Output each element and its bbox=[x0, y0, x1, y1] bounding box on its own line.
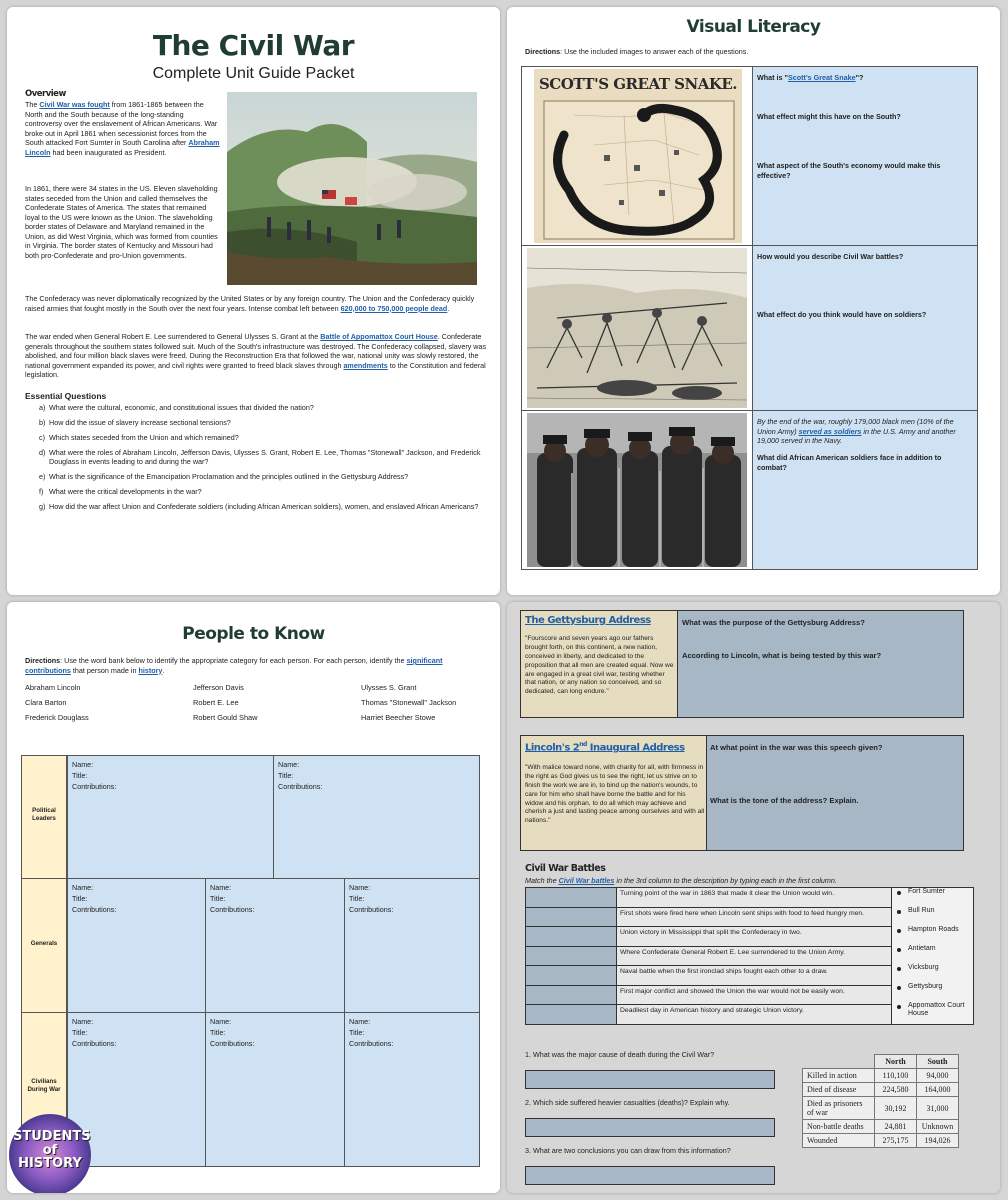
title-label: Title: bbox=[210, 894, 226, 904]
contributions-label: Contributions: bbox=[278, 782, 323, 792]
person-answer-cell[interactable] bbox=[205, 878, 345, 1013]
casualty-answer-2[interactable] bbox=[525, 1118, 775, 1137]
lincoln-link[interactable]: Abraham Lincoln bbox=[25, 138, 220, 157]
name-label: Name: bbox=[349, 1017, 371, 1026]
casualties-table bbox=[802, 1054, 959, 1148]
gettysburg-question-1: What was the purpose of the Gettysburg Address? bbox=[682, 618, 865, 627]
table-cell: 110,100 bbox=[875, 1069, 917, 1083]
table-header-row bbox=[803, 1055, 959, 1069]
table-row bbox=[803, 1069, 959, 1083]
page-title: Visual Literacy bbox=[686, 17, 821, 37]
battle-option: Vicksburg bbox=[908, 964, 939, 971]
casualty-answer-1[interactable] bbox=[525, 1070, 775, 1089]
students-of-history-logo bbox=[7, 1112, 93, 1193]
page-visual-literacy bbox=[507, 7, 1000, 595]
contributions-label: Contributions: bbox=[349, 905, 394, 915]
overview-para-1: The Civil War was fought from 1861-1865 between the North and the South because of the long-standing controversy over the enslavement of African Americans. War broke out in April 1861 when secessionist forces from the South attacked Fort Sumter in South Carolina after Abraham Lincoln had been inaugurated as President. bbox=[25, 100, 220, 157]
table-cell: 94,000 bbox=[917, 1069, 959, 1083]
essential-question bbox=[25, 418, 487, 428]
battle-answer-input[interactable] bbox=[525, 907, 617, 928]
battle-description: First shots were fired here when Lincoln sent ships with food to feed hungry men. bbox=[616, 907, 892, 928]
battle-answer-input[interactable] bbox=[525, 926, 617, 947]
question-letter: d) bbox=[39, 447, 46, 457]
question-letter: e) bbox=[39, 472, 46, 482]
table-row bbox=[803, 1134, 959, 1148]
table-row bbox=[803, 1083, 959, 1097]
lincoln-question-1: At what point in the war was this speech given? bbox=[710, 743, 883, 752]
table-cell: 164,000 bbox=[917, 1083, 959, 1097]
battle-option: Gettysburg bbox=[908, 983, 943, 990]
name-label: Name: bbox=[278, 760, 300, 769]
word-bank-item: Ulysses S. Grant bbox=[361, 683, 417, 692]
table-cell: Died as prisoners of war bbox=[803, 1097, 875, 1120]
person-answer-cell[interactable] bbox=[67, 755, 274, 879]
snake-map-caption: SCOTT'S GREAT SNAKE. bbox=[538, 75, 738, 93]
table-header-cell: North bbox=[875, 1055, 917, 1069]
name-label: Name: bbox=[210, 883, 232, 892]
casualty-question-3: 3. What are two conclusions you can draw from this information? bbox=[525, 1146, 731, 1155]
page-subtitle: Complete Unit Guide Packet bbox=[152, 65, 355, 82]
battle-description: Union victory in Mississippi that split the Confederacy in two. bbox=[616, 926, 892, 947]
word-bank-item: Jefferson Davis bbox=[193, 683, 244, 692]
essential-question bbox=[25, 472, 487, 482]
table-row bbox=[803, 1097, 959, 1120]
battle-answer-input[interactable] bbox=[525, 1004, 617, 1025]
battles-heading: Civil War Battles bbox=[525, 863, 606, 874]
civil-war-battles-link[interactable]: Civil War battles bbox=[558, 876, 615, 885]
snake-question-2: What effect might this have on the South? bbox=[757, 112, 901, 121]
question-cell-1 bbox=[752, 66, 978, 246]
battle-bullet bbox=[897, 967, 901, 971]
battle-description: First major conflict and showed the Union the war would not be easily won. bbox=[616, 985, 892, 1006]
table-cell: Killed in action bbox=[803, 1069, 875, 1083]
battle-answer-input[interactable] bbox=[525, 965, 617, 986]
table-cell: Died of disease bbox=[803, 1083, 875, 1097]
overview-para-4: The war ended when General Robert E. Lee surrendered to General Ulysses S. Grant at the Battle of Appomattox Court House. Confederate generals throughout the southern states followed suit. Much of the South's infrastructure was destroyed. The Confederacy collapsed, slavery was abolished, and four million black slaves were freed. During the Reconstruction Era that followed the war, national unity was slowly restored, the national government expanded its power, and civil rights were granted to freed black slaves through amendments to the Constitution and federal legislation. bbox=[25, 332, 487, 379]
question-cell-2 bbox=[752, 245, 978, 411]
question-letter: f) bbox=[39, 486, 44, 496]
question-text: What were the cultural, economic, and constitutional issues that divided the nation? bbox=[49, 403, 314, 412]
battle-bullet bbox=[897, 986, 901, 990]
battle-question-2: What effect do you think would have on soldiers? bbox=[757, 310, 927, 319]
question-text: Which states seceded from the Union and which remained? bbox=[49, 432, 239, 442]
table-cell: 30,192 bbox=[875, 1097, 917, 1120]
directions: Directions: Use the included images to answer each of the questions. bbox=[525, 47, 749, 56]
scotts-great-snake-image bbox=[534, 69, 742, 243]
table-cell: 24,881 bbox=[875, 1120, 917, 1134]
battle-answer-input[interactable] bbox=[525, 887, 617, 908]
table-cell: Non-battle deaths bbox=[803, 1120, 875, 1134]
contributions-label: Contributions: bbox=[210, 905, 255, 915]
table-cell: 31,000 bbox=[917, 1097, 959, 1120]
lincoln-question-2: What is the tone of the address? Explain. bbox=[710, 796, 859, 805]
gettysburg-question-2: According to Lincoln, what is being tested by this war? bbox=[682, 651, 882, 660]
title-label: Title: bbox=[72, 771, 88, 781]
table-cell: Wounded bbox=[803, 1134, 875, 1148]
question-text: How did the war affect Union and Confederate soldiers (including African American soldiers), women, and enslaved African Americans? bbox=[49, 501, 479, 511]
battle-sketch-image bbox=[527, 248, 747, 408]
essential-questions-heading: Essential Questions bbox=[25, 391, 107, 401]
black-soldiers-photo bbox=[527, 413, 747, 567]
word-bank bbox=[25, 683, 495, 733]
amendments-link[interactable]: amendments bbox=[343, 360, 388, 370]
battle-description: Deadliest day in American history and strategic Union victory. bbox=[616, 1004, 892, 1025]
political-leaders-label: Political Leaders bbox=[32, 807, 56, 823]
essential-question bbox=[25, 448, 487, 467]
table-cell: 224,580 bbox=[875, 1083, 917, 1097]
word-bank-item: Clara Barton bbox=[25, 698, 67, 707]
person-answer-cell[interactable] bbox=[344, 878, 480, 1013]
battle-painting-image bbox=[227, 92, 477, 285]
word-bank-item: Harriet Beecher Stowe bbox=[361, 713, 436, 722]
table-cell: 194,026 bbox=[917, 1134, 959, 1148]
battle-option: Bull Run bbox=[908, 907, 935, 914]
essential-question bbox=[25, 433, 487, 443]
deaths-link[interactable]: 620,000 to 750,000 people dead bbox=[340, 303, 448, 313]
page-unit-guide bbox=[7, 7, 500, 595]
battles-directions: Match the Civil War battles in the 3rd column to the description by typing each in the first column. bbox=[525, 876, 837, 885]
title-label: Title: bbox=[349, 1028, 365, 1038]
name-label: Name: bbox=[72, 1017, 94, 1026]
soldiers-intro: By the end of the war, roughly 179,000 black men (10% of the Union Army) served as soldiers in the U.S. Army and another 19,000 served in the Navy. bbox=[757, 417, 956, 445]
word-bank-item: Abraham Lincoln bbox=[25, 683, 81, 692]
generals-label: Generals bbox=[30, 940, 58, 947]
word-bank-item: Frederick Douglass bbox=[25, 713, 89, 722]
logo-text: STUDENTS of HISTORY bbox=[13, 1129, 91, 1172]
contributions-label: Contributions: bbox=[72, 905, 117, 915]
word-bank-item: Robert Gould Shaw bbox=[193, 713, 258, 722]
page-title: The Civil War bbox=[152, 29, 355, 62]
battle-bullet bbox=[897, 948, 901, 952]
battle-answer-input[interactable] bbox=[525, 985, 617, 1006]
table-row bbox=[803, 1120, 959, 1134]
contributions-label: Contributions: bbox=[72, 782, 117, 792]
page-documents-and-battles bbox=[507, 602, 1000, 1193]
question-letter: a) bbox=[39, 403, 46, 412]
battle-question-1: How would you describe Civil War battles? bbox=[757, 252, 904, 261]
word-bank-item: Thomas "Stonewall" Jackson bbox=[361, 698, 457, 707]
table-cell: 275,175 bbox=[875, 1134, 917, 1148]
casualty-question-2: 2. Which side suffered heavier casualties (deaths)? Explain why. bbox=[525, 1098, 730, 1107]
battle-bullet bbox=[897, 891, 901, 895]
casualty-answer-3[interactable] bbox=[525, 1166, 775, 1185]
battle-description: Turning point of the war in 1863 that made it clear the Union would win. bbox=[616, 887, 892, 908]
overview-heading: Overview bbox=[25, 89, 66, 99]
page-title: People to Know bbox=[182, 624, 325, 644]
battle-description: Naval battle when the first ironclad ships fought each other to a draw. bbox=[616, 965, 892, 986]
overview-para-3: The Confederacy was never diplomatically recognized by the United States or by any foreign country. The Union and the Confederacy quickly raised armies that fought mostly in the South over the next four years. Intense combat left between 620,000 to 750,000 people dead. bbox=[25, 294, 475, 313]
table-cell: Unknown bbox=[917, 1120, 959, 1134]
name-label: Name: bbox=[72, 760, 94, 769]
essential-question bbox=[25, 502, 487, 512]
contributions-link[interactable]: significant contributions bbox=[25, 656, 443, 675]
battle-bullet bbox=[897, 910, 901, 914]
table-header-cell bbox=[803, 1055, 875, 1069]
word-bank-item: Robert E. Lee bbox=[193, 698, 239, 707]
battle-description: Where Confederate General Robert E. Lee surrendered to the Union Army. bbox=[616, 946, 892, 967]
title-label: Title: bbox=[72, 894, 88, 904]
title-label: Title: bbox=[72, 1028, 88, 1038]
appomattox-link[interactable]: Battle of Appomattox Court House bbox=[320, 332, 438, 341]
battle-option: Appomattox Court House bbox=[908, 1002, 965, 1018]
essential-question bbox=[25, 487, 487, 497]
table-header-cell: South bbox=[917, 1055, 959, 1069]
casualty-question-1: 1. What was the major cause of death during the Civil War? bbox=[525, 1050, 715, 1059]
contributions-label: Contributions: bbox=[72, 1039, 117, 1049]
question-letter: b) bbox=[39, 417, 46, 427]
page-people-to-know bbox=[7, 602, 500, 1193]
snake-question-1: What is "Scott's Great Snake"? bbox=[757, 73, 864, 82]
gettysburg-quote: "Fourscore and seven years ago our fathers brought forth, on this continent, a new nation, conceived in liberty, and dedicated to the proposition that all men are created equal. Now we are engaged in a great civil war, testing whether that nation, or any nation so conceived, and so dedicated, can long endure." bbox=[525, 635, 674, 696]
battle-bullet bbox=[897, 929, 901, 933]
battle-option: Antietam bbox=[908, 945, 936, 952]
title-label: Title: bbox=[278, 771, 294, 781]
person-answer-cell[interactable] bbox=[273, 755, 480, 879]
overview-para-2: In 1861, there were 34 states in the US. Eleven slaveholding states seceded from the Union and called themselves the Confederate States of America. The states that remained loyal to the US were known as the Union. The slaveholding border states of Delaware and Maryland remained in the Union, as did West Virginia, which was formed from counties in Virginia. The border states of Kentucky and Missouri had both pro-Confederate and pro-Union governments. bbox=[25, 184, 218, 260]
person-answer-cell[interactable] bbox=[205, 1012, 345, 1167]
essential-questions-list bbox=[25, 403, 487, 517]
gettysburg-title-link[interactable]: The Gettysburg Address bbox=[525, 615, 651, 626]
lincoln-quote: "With malice toward none, with charity for all, with firmness in the right as God gives us to see the right, let us strive on to finish the work we are in, to bind up the nation's wounds, to care for him who shall have borne the battle and for his widow and his orphan, to do all which may achieve and cherish a just and lasting peace among ourselves and with all nations." bbox=[525, 764, 705, 825]
name-label: Name: bbox=[349, 883, 371, 892]
contributions-label: Contributions: bbox=[349, 1039, 394, 1049]
question-text: What is the significance of the Emancipation Proclamation and the principles outlined in the Gettysburg Address? bbox=[49, 472, 409, 482]
casualties-table-wrap bbox=[802, 1054, 959, 1148]
question-letter: g) bbox=[39, 501, 46, 511]
title-label: Title: bbox=[349, 894, 365, 904]
civil-war-link[interactable]: Civil War was fought bbox=[39, 100, 110, 109]
scotts-snake-link[interactable]: Scott's Great Snake bbox=[787, 73, 856, 82]
name-label: Name: bbox=[210, 1017, 232, 1026]
question-letter: c) bbox=[39, 432, 45, 442]
question-text: What were the roles of Abraham Lincoln, Jefferson Davis, Ulysses S. Grant, Robert E. Lee, Thomas "Stonewall" Jackson, and Frederick Douglass in events leading to and during the war? bbox=[49, 447, 481, 467]
contributions-label: Contributions: bbox=[210, 1039, 255, 1049]
title-label: Title: bbox=[210, 1028, 226, 1038]
question-text: How did the issue of slavery increase sectional tensions? bbox=[49, 417, 231, 427]
person-answer-cell[interactable] bbox=[344, 1012, 480, 1167]
soldiers-question: What did African American soldiers face in addition to combat? bbox=[757, 453, 942, 472]
name-label: Name: bbox=[72, 883, 94, 892]
lincoln-title-link[interactable]: Lincoln's 2nd Inaugural Address bbox=[525, 741, 685, 754]
person-answer-cell[interactable] bbox=[67, 878, 206, 1013]
battle-option: Fort Sumter bbox=[908, 888, 945, 895]
question-text: What were the critical developments in the war? bbox=[49, 486, 202, 496]
served-as-soldiers-link[interactable]: served as soldiers bbox=[798, 426, 862, 436]
battle-option: Hampton Roads bbox=[908, 926, 959, 933]
civilians-label: Civilians During War bbox=[27, 1078, 61, 1094]
battle-bullet bbox=[897, 1005, 901, 1009]
essential-question bbox=[25, 403, 487, 413]
history-link[interactable]: history bbox=[138, 665, 163, 675]
directions: Directions: Use the word bank below to identify the appropriate category for each person. For each person, identify the significant contributions that person made in history. bbox=[25, 656, 443, 675]
snake-question-3: What aspect of the South's economy would make this effective? bbox=[757, 161, 941, 180]
battle-answer-input[interactable] bbox=[525, 946, 617, 967]
